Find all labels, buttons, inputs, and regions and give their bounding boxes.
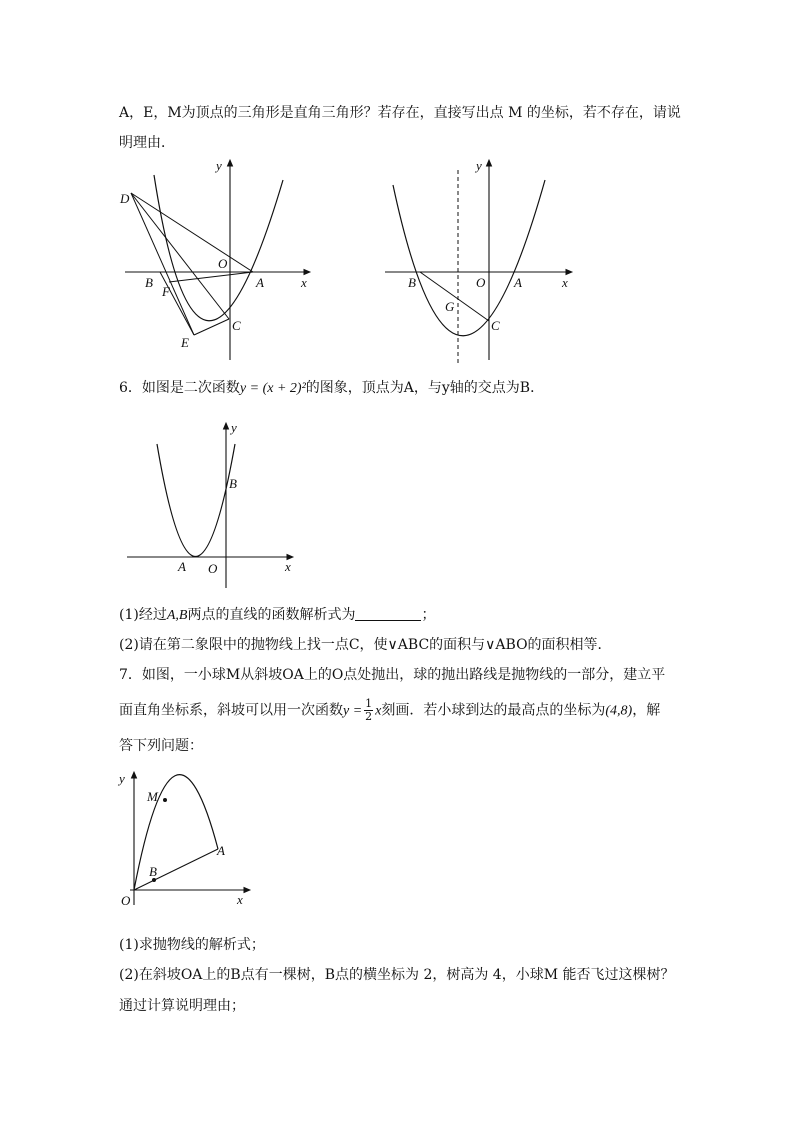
label-y: y: [231, 420, 237, 435]
problem6-formula: y = (x + 2)²: [239, 381, 306, 396]
problem6-stem-suffix: 的图象，顶点为A，与y轴的交点为B．: [305, 380, 545, 396]
figure-1-parabola-triangles: [112, 155, 322, 365]
label-y: y: [119, 771, 125, 786]
problem7-point: (4,8): [605, 703, 633, 719]
label-y: y: [216, 158, 222, 173]
problem6-q1: [119, 605, 435, 626]
label-b: B: [145, 275, 153, 290]
parabola: [157, 444, 235, 557]
label-c: C: [232, 318, 241, 333]
problem6-q1-prefix: (1)经过: [119, 607, 167, 623]
problem7-line2: [119, 698, 660, 723]
line-fa: [169, 272, 253, 282]
problem6-q2: (2)请在第二象限中的抛物线上找一点C，使∨ABC的面积与∨ABO的面积相等．: [119, 637, 612, 653]
label-e: E: [181, 335, 189, 350]
label-a: A: [514, 275, 522, 290]
line-dc: [131, 193, 229, 319]
label-x: x: [301, 275, 307, 290]
problem7-q2-line2: 通过计算说明理由；: [119, 998, 245, 1014]
problem7-line3: 答下列问题：: [119, 738, 203, 754]
fraction-numerator: 1: [365, 697, 373, 710]
figure-2-parabola-symmetry: [375, 155, 585, 367]
label-g: G: [445, 299, 455, 314]
label-a: A: [178, 559, 186, 574]
problem6-q1-points: A,B: [166, 608, 188, 623]
problem5-text-line1: A，E，M为顶点的三角形是直角三角形？若存在，直接写出点 M 的坐标，若不存在，请说: [119, 105, 681, 121]
problem5-text-line2: 明理由．: [119, 135, 175, 151]
label-b: B: [408, 275, 416, 290]
problem6-stem-prefix: 6．如图是二次函数: [119, 380, 240, 396]
label-x: x: [562, 275, 568, 290]
answer-blank[interactable]: [355, 606, 421, 621]
figure-4-ball-trajectory: [112, 765, 257, 915]
parabola: [393, 180, 545, 336]
label-y: y: [476, 158, 482, 173]
label-m: M: [147, 789, 158, 804]
fraction-one-half: [364, 698, 373, 723]
label-a: A: [256, 275, 264, 290]
label-o: O: [121, 893, 131, 908]
triangle-dab: [131, 193, 253, 272]
label-o: O: [208, 561, 218, 576]
label-o: O: [476, 275, 486, 290]
label-x: x: [237, 892, 243, 907]
problem7-x: x: [375, 703, 382, 719]
problem7-y: y =: [343, 703, 363, 719]
line-ec: [194, 319, 229, 335]
label-b: B: [229, 476, 237, 491]
problem7-line2-suffix: ，解: [632, 702, 661, 719]
problem6-q1-suffix: 两点的直线的函数解析式为: [187, 607, 356, 623]
label-a: A: [217, 843, 225, 858]
label-x: x: [285, 559, 291, 574]
label-f: F: [162, 284, 170, 299]
label-c: C: [491, 318, 500, 333]
label-o: O: [218, 256, 228, 271]
problem7-q2-line1: (2)在斜坡OA上的B点有一棵树，B点的横坐标为 2，树高为 4，小球M 能否飞过这棵树？: [119, 967, 675, 983]
figure-3-parabola-vertex: [120, 418, 302, 590]
label-b: B: [149, 864, 157, 879]
problem7-q1: (1)求抛物线的解析式；: [119, 937, 265, 953]
problem6-q1-end: ；: [421, 607, 436, 623]
fraction-denominator: 2: [365, 710, 373, 723]
line-de: [131, 193, 194, 335]
slope-line-oa: [134, 849, 218, 890]
problem7-line2-prefix: 面直角坐标系，斜坡可以用一次函数: [119, 702, 343, 719]
label-d: D: [120, 191, 130, 206]
problem7-line1: 7．如图，一小球M从斜坡OA上的O点处抛出，球的抛出路线是抛物线的一部分，建立平: [119, 667, 666, 683]
problem6-stem: [119, 378, 544, 399]
problem7-line2-mid: 刻画．若小球到达的最高点的坐标为: [381, 702, 606, 719]
point-m: [163, 798, 167, 802]
